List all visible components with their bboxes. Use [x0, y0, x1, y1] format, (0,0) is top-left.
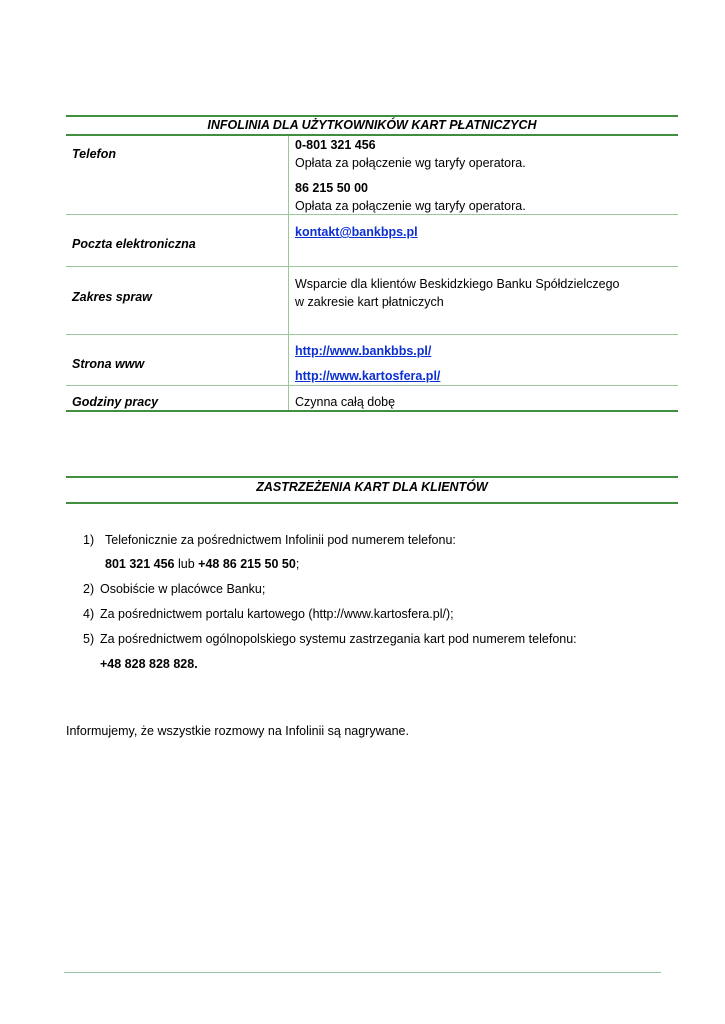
list-item-number: 1)	[83, 533, 95, 547]
list-item-number: 4)	[83, 607, 95, 621]
scope-text	[295, 275, 671, 311]
list-item	[83, 582, 94, 596]
row-divider	[66, 334, 678, 335]
table-column-divider	[288, 136, 289, 410]
phone-primary-note: Opłata za połączenie wg taryfy operatora.	[295, 156, 526, 170]
infoline-table-header: INFOLINIA DLA UŻYTKOWNIKÓW KART PŁATNICZYCH	[207, 118, 537, 132]
scope-line-2: w zakresie kart płatniczych	[295, 295, 444, 309]
blocking-bottom-border	[66, 502, 678, 504]
list-item-phones	[105, 557, 299, 571]
row-label-phone: Telefon	[72, 147, 116, 161]
phone-number-primary: 0-801 321 456	[295, 138, 376, 152]
list-item-text: Osobiście w placówce Banku;	[100, 582, 266, 596]
table-header-border	[66, 134, 678, 136]
national-blocking-phone: +48 828 828 828.	[100, 657, 198, 671]
blocking-top-border	[66, 476, 678, 478]
row-label-scope: Zakres spraw	[72, 290, 152, 304]
row-divider	[66, 385, 678, 386]
table-top-border	[66, 115, 678, 117]
hours-value: Czynna całą dobę	[295, 395, 396, 409]
list-item-text: Za pośrednictwem portalu kartowego (http://www.kartosfera.pl/);	[100, 607, 454, 621]
email-cell	[295, 225, 418, 239]
recording-notice: Informujemy, że wszystkie rozmowy na Infolinii są nagrywane.	[66, 724, 409, 738]
phone-number: 801 321 456	[105, 557, 175, 571]
punctuation: ;	[295, 557, 300, 571]
email-link[interactable]: kontakt@bankbps.pl	[295, 225, 418, 239]
row-divider	[66, 214, 678, 215]
row-divider	[66, 266, 678, 267]
page-footer-line	[64, 972, 661, 973]
list-item-number: 2)	[83, 582, 95, 596]
row-label-hours: Godziny pracy	[72, 395, 159, 409]
blocking-header: ZASTRZEŻENIA KART DLA KLIENTÓW	[256, 480, 488, 494]
www-cell-1	[295, 344, 431, 358]
list-item	[83, 632, 94, 646]
www-cell-2	[295, 369, 440, 383]
table-bottom-border	[66, 410, 678, 412]
row-label-email: Poczta elektroniczna	[72, 237, 196, 251]
list-item-text: Za pośrednictwem ogólnopolskiego systemu zastrzegania kart pod numerem telefonu:	[100, 632, 577, 646]
row-label-www: Strona www	[72, 357, 145, 371]
phone-number: +48 86 215 50 50	[198, 557, 296, 571]
list-item-text: Telefonicznie za pośrednictwem Infolinii pod numerem telefonu:	[105, 533, 456, 547]
separator-text: lub	[174, 557, 199, 571]
list-item	[83, 533, 94, 547]
phone-secondary-note: Opłata za połączenie wg taryfy operatora.	[295, 199, 526, 213]
kartosfera-website-link[interactable]: http://www.kartosfera.pl/	[295, 369, 441, 383]
list-item	[83, 607, 94, 621]
scope-line-1: Wsparcie dla klientów Beskidzkiego Banku Spółdzielczego	[295, 277, 620, 291]
list-item-number: 5)	[83, 632, 95, 646]
bank-website-link[interactable]: http://www.bankbbs.pl/	[295, 344, 432, 358]
phone-number-secondary: 86 215 50 00	[295, 181, 368, 195]
